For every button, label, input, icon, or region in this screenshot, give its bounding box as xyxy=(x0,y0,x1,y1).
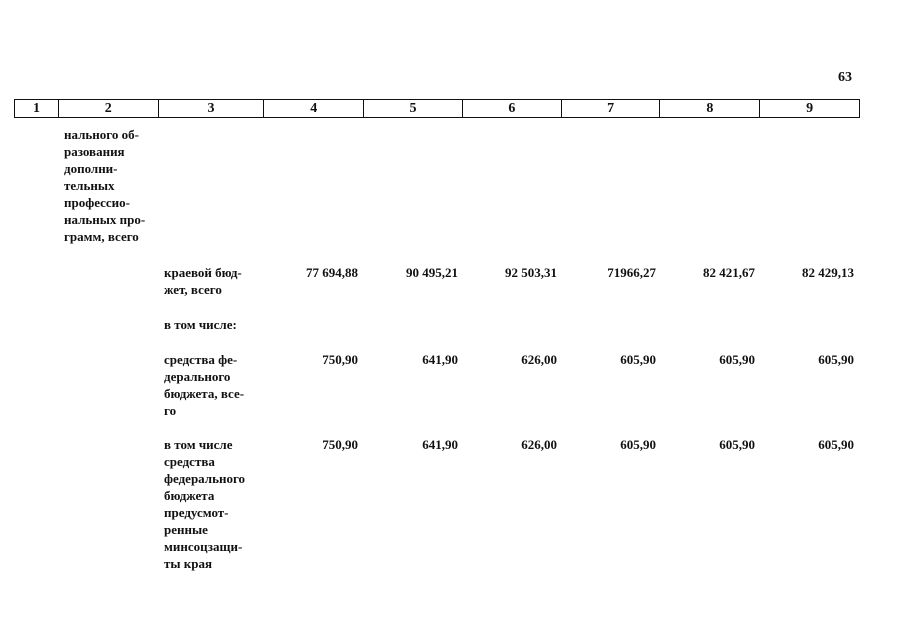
row-0-col-7: 71966,27 xyxy=(607,265,656,280)
header-col-3: 3 xyxy=(159,100,265,117)
row-0-col-4: 77 694,88 xyxy=(306,265,358,280)
header-col-9: 9 xyxy=(806,101,814,116)
row-0-col-8: 82 421,67 xyxy=(703,265,755,280)
header-col-5: 5 xyxy=(364,100,463,117)
row-2-col-4: 750,90 xyxy=(322,352,358,367)
row-3-col-4: 750,90 xyxy=(322,437,358,452)
header-col-7: 7 xyxy=(562,100,661,117)
header-col-4: 4 xyxy=(264,100,364,117)
row-0-col-5: 90 495,21 xyxy=(406,265,458,280)
header-col-8: 8 xyxy=(660,100,760,117)
page-number: 63 xyxy=(838,70,852,85)
row-3-col-5: 641,90 xyxy=(422,437,458,452)
table-header-row xyxy=(14,99,860,118)
header-col-2: 2 xyxy=(59,100,159,117)
row-3-col-9: 605,90 xyxy=(818,437,854,452)
row-label-federal-funds: средства фе- дерального бюджета, все- го xyxy=(164,352,245,418)
row-2-col-6: 626,00 xyxy=(521,352,557,367)
row-2-col-8: 605,90 xyxy=(719,352,755,367)
row-3-col-6: 626,00 xyxy=(521,437,557,452)
row-2-col-5: 641,90 xyxy=(422,352,458,367)
program-description: нального об- разования дополни- тельных профессио- нальных про- грамм, всего xyxy=(64,127,146,244)
row-0-col-6: 92 503,31 xyxy=(505,265,557,280)
header-col-6: 6 xyxy=(463,100,562,117)
row-3-col-8: 605,90 xyxy=(719,437,755,452)
row-label-regional-budget: краевой бюд- жет, всего xyxy=(164,265,242,297)
row-0-col-9: 82 429,13 xyxy=(802,265,854,280)
row-label-including: в том числе: xyxy=(164,317,237,332)
row-3-col-7: 605,90 xyxy=(620,437,656,452)
row-2-col-7: 605,90 xyxy=(620,352,656,367)
header-col-1: 1 xyxy=(15,100,59,117)
row-label-social-protection-funds: в том числе средства федерального бюджета предусмот- ренные минсоцзащи- ты края xyxy=(164,437,246,571)
row-2-col-9: 605,90 xyxy=(818,352,854,367)
